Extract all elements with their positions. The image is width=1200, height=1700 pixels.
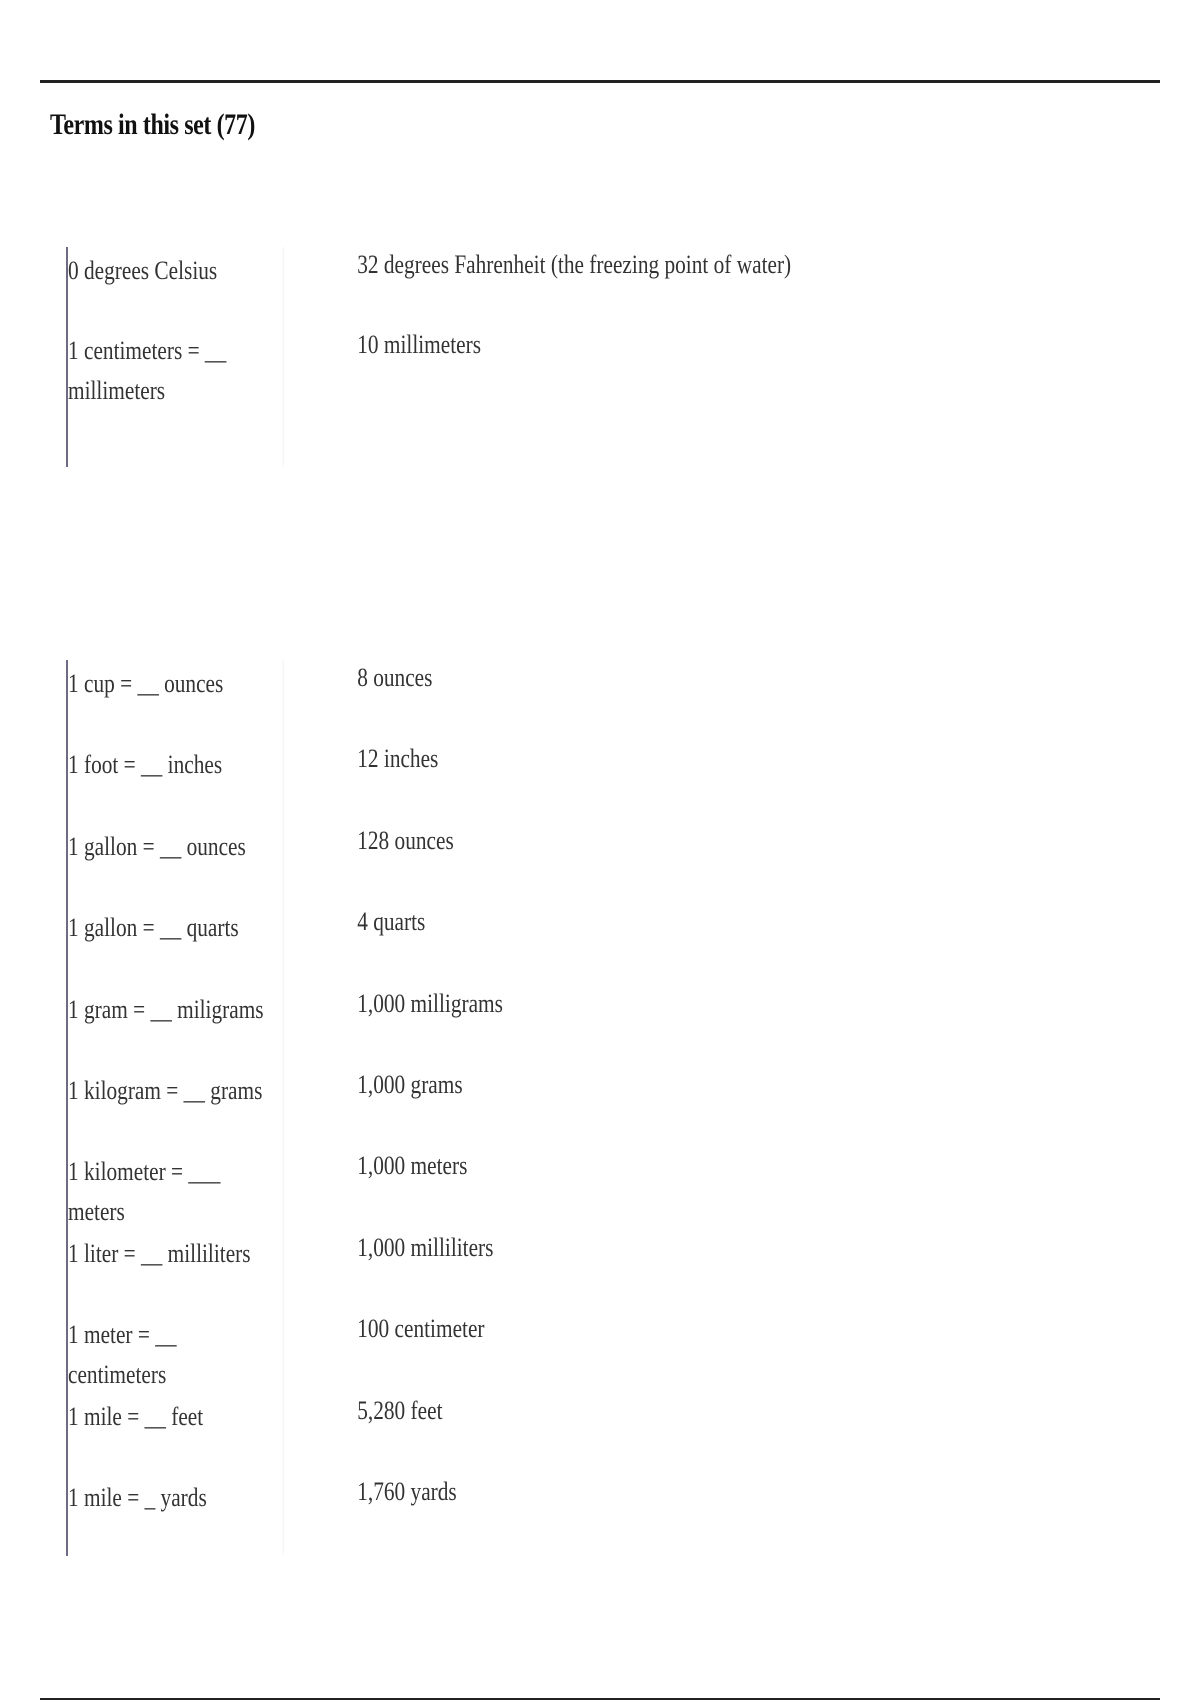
card-term: 1 mile = _ yards xyxy=(68,1474,284,1555)
term-card xyxy=(68,1474,1148,1555)
term-card xyxy=(68,1148,1148,1229)
card-definition: 1,000 milliliters xyxy=(357,1232,494,1262)
term-card xyxy=(68,660,1148,741)
term-card xyxy=(68,1311,1148,1392)
term-card xyxy=(68,986,1148,1067)
top-divider xyxy=(40,80,1160,83)
card-definition: 32 degrees Fahrenheit (the freezing point of water) xyxy=(357,250,792,279)
card-term: 1 meter = __ centimeters xyxy=(68,1311,284,1392)
card-definition: 128 ounces xyxy=(357,825,454,855)
card-definition: 1,000 milligrams xyxy=(357,988,503,1018)
card-term: 1 gram = __ miligrams xyxy=(68,986,284,1067)
term-card xyxy=(68,823,1148,904)
card-definition: 4 quarts xyxy=(357,907,426,937)
card-definition: 8 ounces xyxy=(357,663,433,692)
card-definition: 12 inches xyxy=(357,744,439,774)
card-term: 1 gallon = __ ounces xyxy=(68,823,284,904)
card-term: 1 gallon = __ quarts xyxy=(68,904,284,985)
card-term: 0 degrees Celsius xyxy=(68,247,284,327)
term-group-2 xyxy=(66,660,1148,1556)
card-definition: 1,000 meters xyxy=(357,1151,468,1181)
card-term: 1 mile = __ feet xyxy=(68,1393,284,1474)
term-card xyxy=(68,741,1148,822)
term-card xyxy=(68,904,1148,985)
term-group-1 xyxy=(66,247,1148,467)
card-term: 1 kilogram = __ grams xyxy=(68,1067,284,1148)
card-definition: 1,000 grams xyxy=(357,1069,463,1099)
term-card xyxy=(68,1393,1148,1474)
card-term: 1 foot = __ inches xyxy=(68,741,284,822)
card-term: 1 liter = __ milliliters xyxy=(68,1230,284,1311)
card-term: 1 kilometer = ___ meters xyxy=(68,1148,284,1229)
term-card xyxy=(68,1230,1148,1311)
card-definition: 100 centimeter xyxy=(357,1314,485,1344)
card-term: 1 cup = __ ounces xyxy=(68,660,284,741)
card-term: 1 centimeters = __ millimeters xyxy=(68,327,284,467)
term-card xyxy=(68,1067,1148,1148)
card-definition: 10 millimeters xyxy=(357,330,481,359)
card-definition: 1,760 yards xyxy=(357,1476,457,1506)
term-card xyxy=(68,247,1148,327)
term-card xyxy=(68,327,1148,467)
set-title: Terms in this set (77) xyxy=(50,108,255,141)
card-definition: 5,280 feet xyxy=(357,1395,443,1425)
